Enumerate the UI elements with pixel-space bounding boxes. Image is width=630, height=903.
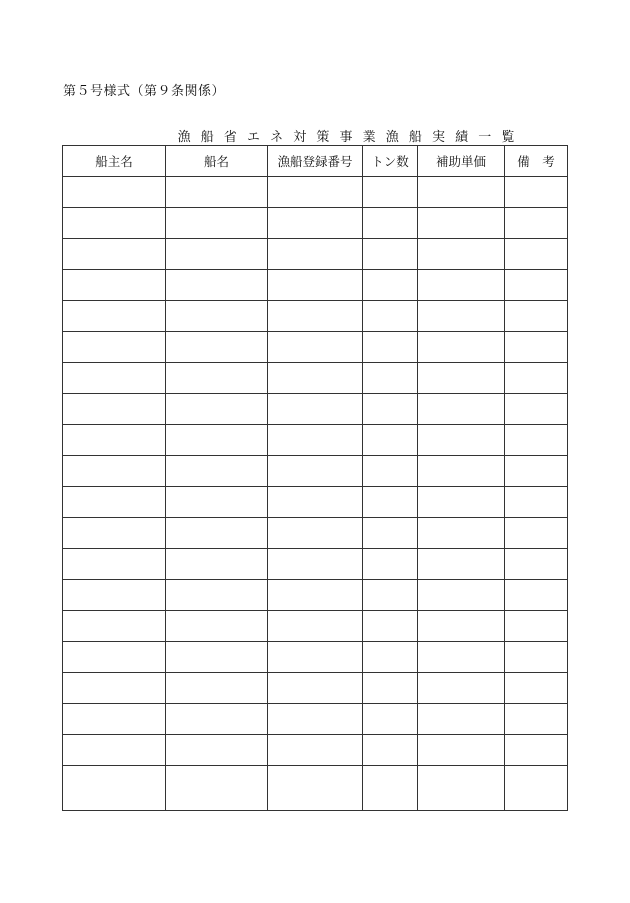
registration-number-cell[interactable] (268, 487, 363, 518)
tonnage-cell[interactable] (363, 580, 418, 611)
subsidy-unit-price-cell[interactable] (418, 394, 505, 425)
table-row (63, 363, 568, 394)
owner-name-cell[interactable] (63, 704, 166, 735)
remarks-cell[interactable] (505, 177, 568, 208)
document-title: 漁 船 省 エ ネ 対 策 事 業 漁 船 実 績 一 覧 (177, 130, 518, 145)
table-row (63, 425, 568, 456)
vessel-name-cell[interactable] (166, 704, 268, 735)
owner-name-cell[interactable] (63, 301, 166, 332)
remarks-cell[interactable] (505, 766, 568, 811)
vessel-name-cell[interactable] (166, 208, 268, 239)
vessel-name-cell[interactable] (166, 177, 268, 208)
vessel-name-cell[interactable] (166, 580, 268, 611)
subsidy-unit-price-cell[interactable] (418, 673, 505, 704)
table-row (63, 642, 568, 673)
table-row (63, 332, 568, 363)
registration-number-cell[interactable] (268, 642, 363, 673)
table-row (63, 208, 568, 239)
table-row (63, 580, 568, 611)
tonnage-cell[interactable] (363, 518, 418, 549)
remarks-cell[interactable] (505, 332, 568, 363)
registration-number-cell[interactable] (268, 704, 363, 735)
registration-number-cell[interactable] (268, 332, 363, 363)
vessel-name-cell[interactable] (166, 487, 268, 518)
registration-number-cell[interactable] (268, 425, 363, 456)
table-row (63, 487, 568, 518)
form-number-label: 第５号様式（第９条関係） (63, 84, 226, 99)
vessel-name-cell[interactable] (166, 394, 268, 425)
subsidy-unit-price-cell[interactable] (418, 487, 505, 518)
tonnage-cell[interactable] (363, 642, 418, 673)
owner-name-cell[interactable] (63, 394, 166, 425)
tonnage-cell[interactable] (363, 332, 418, 363)
registration-number-cell[interactable] (268, 363, 363, 394)
owner-name-cell[interactable] (63, 735, 166, 766)
owner-name-cell[interactable] (63, 766, 166, 811)
tonnage-cell[interactable] (363, 394, 418, 425)
registration-number-cell[interactable] (268, 239, 363, 270)
tonnage-cell[interactable] (363, 208, 418, 239)
remarks-cell[interactable] (505, 673, 568, 704)
vessel-name-cell[interactable] (166, 363, 268, 394)
table-row (63, 456, 568, 487)
table-row (63, 177, 568, 208)
registration-number-cell[interactable] (268, 301, 363, 332)
subsidy-unit-price-cell[interactable] (418, 270, 505, 301)
registration-number-cell[interactable] (268, 673, 363, 704)
owner-name-cell[interactable] (63, 487, 166, 518)
subsidy-unit-price-cell[interactable] (418, 239, 505, 270)
remarks-cell[interactable] (505, 580, 568, 611)
tonnage-cell[interactable] (363, 549, 418, 580)
tonnage-cell[interactable] (363, 239, 418, 270)
registration-number-cell[interactable] (268, 208, 363, 239)
subsidy-unit-price-cell[interactable] (418, 704, 505, 735)
vessel-name-cell[interactable] (166, 642, 268, 673)
vessel-record-table (62, 145, 568, 811)
remarks-cell[interactable] (505, 363, 568, 394)
table-row (63, 301, 568, 332)
table-row (63, 673, 568, 704)
registration-number-cell[interactable] (268, 518, 363, 549)
subsidy-unit-price-cell[interactable] (418, 549, 505, 580)
subsidy-unit-price-cell[interactable] (418, 642, 505, 673)
tonnage-cell[interactable] (363, 735, 418, 766)
owner-name-cell[interactable] (63, 642, 166, 673)
table-row (63, 394, 568, 425)
remarks-cell[interactable] (505, 549, 568, 580)
vessel-name-cell[interactable] (166, 270, 268, 301)
subsidy-unit-price-cell[interactable] (418, 766, 505, 811)
registration-number-cell[interactable] (268, 394, 363, 425)
vessel-name-cell[interactable] (166, 549, 268, 580)
subsidy-unit-price-cell[interactable] (418, 177, 505, 208)
owner-name-cell[interactable] (63, 456, 166, 487)
remarks-cell[interactable] (505, 518, 568, 549)
owner-name-cell[interactable] (63, 549, 166, 580)
vessel-name-cell[interactable] (166, 766, 268, 811)
owner-name-cell[interactable] (63, 270, 166, 301)
tonnage-cell[interactable] (363, 301, 418, 332)
registration-number-cell[interactable] (268, 580, 363, 611)
subsidy-unit-price-cell[interactable] (418, 332, 505, 363)
owner-name-cell[interactable] (63, 177, 166, 208)
vessel-name-cell[interactable] (166, 239, 268, 270)
header-registration-number: 漁船登録番号 (268, 146, 363, 177)
remarks-cell[interactable] (505, 642, 568, 673)
owner-name-cell[interactable] (63, 332, 166, 363)
subsidy-unit-price-cell[interactable] (418, 456, 505, 487)
owner-name-cell[interactable] (63, 208, 166, 239)
header-vessel-name: 船名 (166, 146, 268, 177)
table-row (63, 518, 568, 549)
tonnage-cell[interactable] (363, 487, 418, 518)
remarks-cell[interactable] (505, 487, 568, 518)
table-row (63, 270, 568, 301)
header-remarks: 備 考 (505, 146, 568, 177)
tonnage-cell[interactable] (363, 177, 418, 208)
remarks-cell[interactable] (505, 394, 568, 425)
remarks-cell[interactable] (505, 425, 568, 456)
vessel-name-cell[interactable] (166, 611, 268, 642)
tonnage-cell[interactable] (363, 704, 418, 735)
header-owner-name: 船主名 (63, 146, 166, 177)
table-row (63, 549, 568, 580)
registration-number-cell[interactable] (268, 735, 363, 766)
remarks-cell[interactable] (505, 239, 568, 270)
registration-number-cell[interactable] (268, 549, 363, 580)
registration-number-cell[interactable] (268, 456, 363, 487)
remarks-cell[interactable] (505, 611, 568, 642)
table-row (63, 239, 568, 270)
vessel-name-cell[interactable] (166, 673, 268, 704)
owner-name-cell[interactable] (63, 239, 166, 270)
table-row (63, 611, 568, 642)
registration-number-cell[interactable] (268, 270, 363, 301)
remarks-cell[interactable] (505, 270, 568, 301)
subsidy-unit-price-cell[interactable] (418, 518, 505, 549)
owner-name-cell[interactable] (63, 580, 166, 611)
owner-name-cell[interactable] (63, 673, 166, 704)
subsidy-unit-price-cell[interactable] (418, 363, 505, 394)
vessel-name-cell[interactable] (166, 425, 268, 456)
vessel-name-cell[interactable] (166, 332, 268, 363)
subsidy-unit-price-cell[interactable] (418, 580, 505, 611)
table-body (63, 177, 568, 811)
table-header-row (63, 146, 568, 177)
table-row (63, 766, 568, 811)
header-tonnage: トン数 (363, 146, 418, 177)
table-row (63, 735, 568, 766)
vessel-name-cell[interactable] (166, 518, 268, 549)
owner-name-cell[interactable] (63, 611, 166, 642)
tonnage-cell[interactable] (363, 270, 418, 301)
subsidy-unit-price-cell[interactable] (418, 735, 505, 766)
document-title-wrapper (0, 126, 630, 145)
remarks-cell[interactable] (505, 301, 568, 332)
subsidy-unit-price-cell[interactable] (418, 611, 505, 642)
registration-number-cell[interactable] (268, 177, 363, 208)
remarks-cell[interactable] (505, 735, 568, 766)
vessel-name-cell[interactable] (166, 456, 268, 487)
tonnage-cell[interactable] (363, 673, 418, 704)
tonnage-cell[interactable] (363, 611, 418, 642)
table-row (63, 704, 568, 735)
owner-name-cell[interactable] (63, 518, 166, 549)
remarks-cell[interactable] (505, 456, 568, 487)
tonnage-cell[interactable] (363, 363, 418, 394)
header-subsidy-unit-price: 補助単価 (418, 146, 505, 177)
owner-name-cell[interactable] (63, 425, 166, 456)
registration-number-cell[interactable] (268, 611, 363, 642)
tonnage-cell[interactable] (363, 456, 418, 487)
subsidy-unit-price-cell[interactable] (418, 208, 505, 239)
tonnage-cell[interactable] (363, 766, 418, 811)
remarks-cell[interactable] (505, 704, 568, 735)
registration-number-cell[interactable] (268, 766, 363, 811)
vessel-name-cell[interactable] (166, 735, 268, 766)
tonnage-cell[interactable] (363, 425, 418, 456)
subsidy-unit-price-cell[interactable] (418, 425, 505, 456)
subsidy-unit-price-cell[interactable] (418, 301, 505, 332)
owner-name-cell[interactable] (63, 363, 166, 394)
remarks-cell[interactable] (505, 208, 568, 239)
vessel-name-cell[interactable] (166, 301, 268, 332)
